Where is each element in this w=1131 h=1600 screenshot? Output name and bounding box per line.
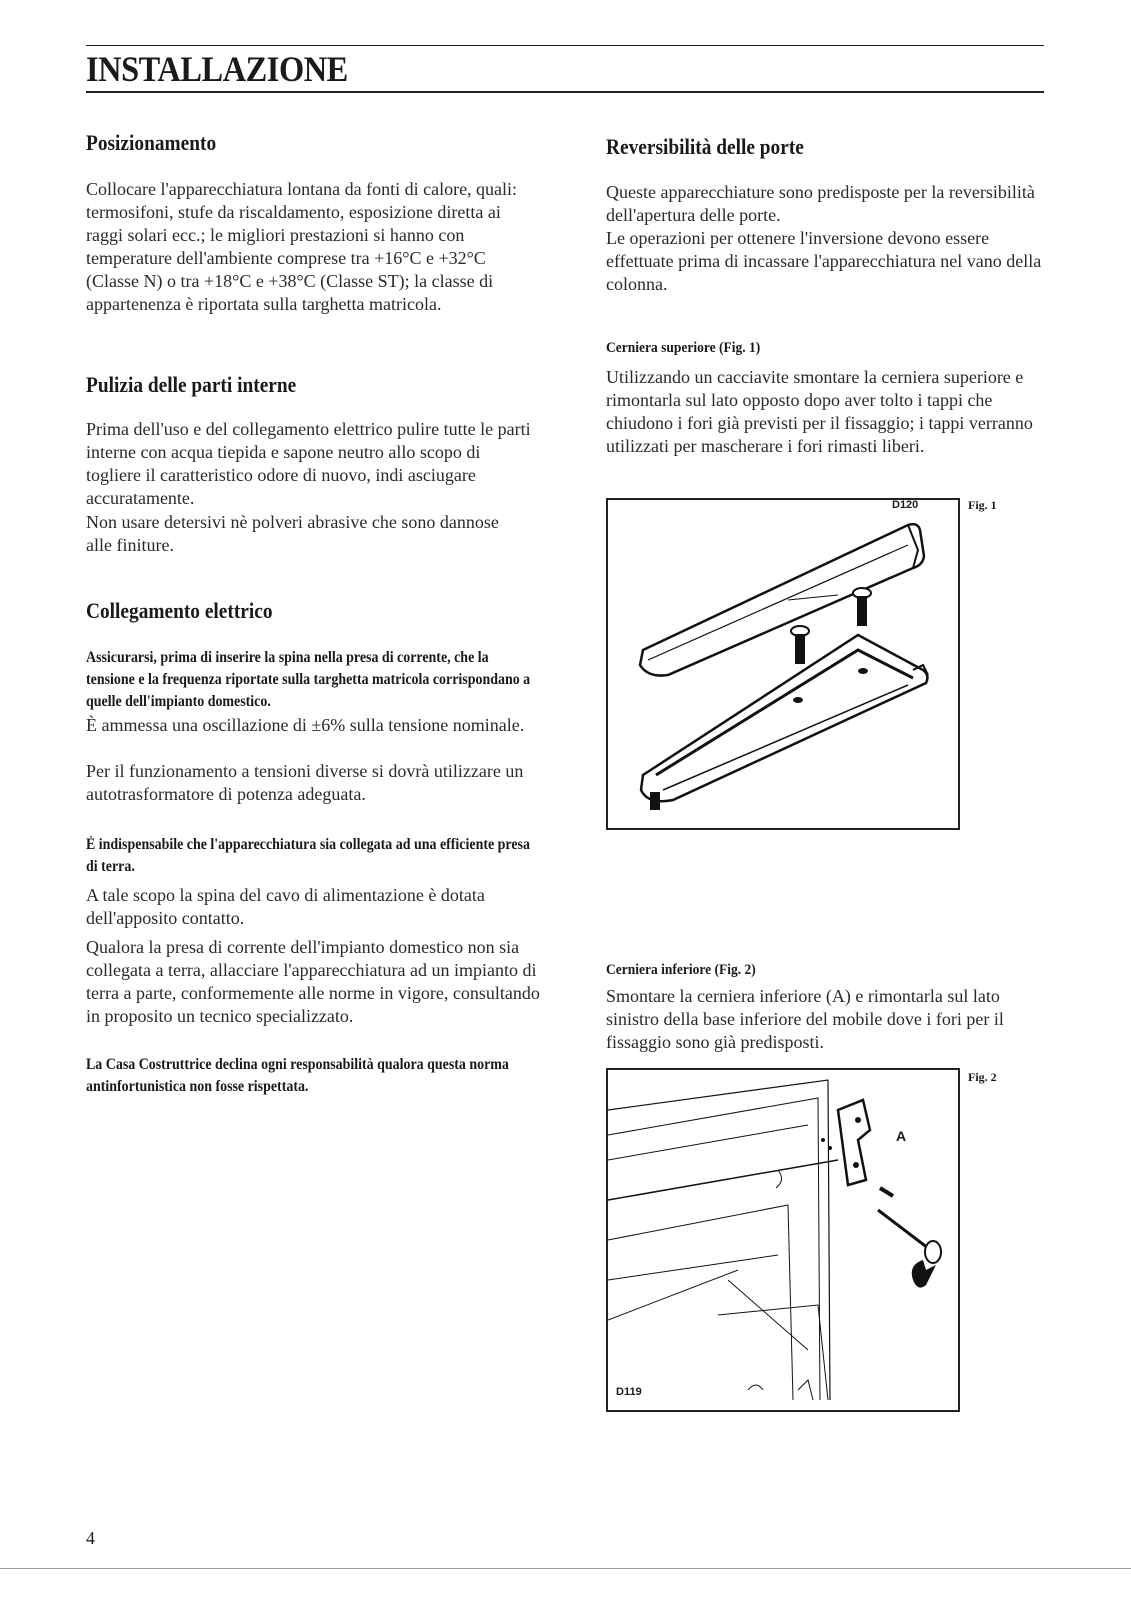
page-number: 4 bbox=[86, 1528, 95, 1548]
text-collegamento-bold-1: Assicurarsi, prima di inserire la spina nella presa di corrente, che la tensione e la frequenza riportate sulla targhetta matricola corrispondano a quelle dell'impianto domestico. bbox=[86, 649, 531, 710]
heading-cerniera-superiore: Cerniera superiore (Fig. 1) bbox=[606, 340, 761, 356]
text-cerniera-inferiore: Smontare la cerniera inferiore (A) e rimontarla sul lato sinistro della base inferiore del mobile dove i fori per il fissaggio sono già predisposti. bbox=[606, 986, 1004, 1052]
fig2-label: Fig. 2 bbox=[968, 1070, 997, 1084]
heading-collegamento: Collegamento elettrico bbox=[86, 598, 273, 623]
top-rule bbox=[86, 45, 1044, 46]
figure-2-box bbox=[606, 1068, 960, 1412]
hinge-bottom-illustration bbox=[608, 1070, 958, 1410]
title-underline bbox=[86, 91, 1044, 93]
fig1-code: D120 bbox=[888, 499, 922, 511]
heading-cerniera-inferiore: Cerniera inferiore (Fig. 2) bbox=[606, 962, 756, 978]
figure-1-box bbox=[606, 498, 960, 830]
text-collegamento-3: A tale scopo la spina del cavo di alimentazione è dotata dell'apposito contatto. bbox=[86, 885, 485, 928]
text-collegamento-4: Qualora la presa di corrente dell'impianto domestico non sia collegata a terra, allacciare l'apparecchiatura ad un impianto di terra a parte, conformemente alle norme in vigore, consultando in proposito un tecnico specializzato. bbox=[86, 937, 540, 1026]
hinge-top-illustration bbox=[608, 500, 958, 828]
text-pulizia-1: Prima dell'uso e del collegamento elettrico pulire tutte le parti interne con acqua tiepida e sapone neutro allo scopo di togliere il caratteristico odore di nuovo, indi asciugare accuratamente. bbox=[86, 419, 531, 508]
fig1-label: Fig. 1 bbox=[968, 498, 997, 512]
text-collegamento-1: È ammessa una oscillazione di ±6% sulla tensione nominale. bbox=[86, 715, 525, 735]
heading-reversibilita: Reversibilità delle porte bbox=[606, 134, 804, 159]
text-cerniera-superiore: Utilizzando un cacciavite smontare la cerniera superiore e rimontarla sul lato opposto dopo aver tolto i tappi che chiudono i fori già previsti per il fissaggio; i tappi verranno utilizzati per mascherare i fori rimasti liberi. bbox=[606, 367, 1033, 456]
heading-posizionamento: Posizionamento bbox=[86, 130, 217, 155]
text-collegamento-2: Per il funzionamento a tensioni diverse si dovrà utilizzare un autotrasformatore di potenza adeguata. bbox=[86, 761, 524, 804]
bottom-rule bbox=[0, 1568, 1131, 1569]
text-pulizia-2: Non usare detersivi nè polveri abrasive che sono dannose alle finiture. bbox=[86, 512, 499, 555]
fig2-callout-a: A bbox=[896, 1128, 907, 1144]
text-collegamento-bold-2: È indispensabile che l'apparecchiatura sia collegata ad una efficiente presa di terra. bbox=[86, 836, 530, 875]
page-title: INSTALLAZIONE bbox=[86, 49, 348, 89]
text-reversibilita-1: Queste apparecchiature sono predisposte per la reversibilità dell'apertura delle porte. bbox=[606, 182, 1035, 225]
text-posizionamento: Collocare l'apparecchiatura lontana da fonti di calore, quali: termosifoni, stufe da riscaldamento, esposizione diretta ai raggi solari ecc.; le migliori prestazioni si hanno con temperature dell'ambiente comprese tra +16°C e +32°C (Classe N) o tra +18°C e +38°C (Classe ST); la classe di appartenenza è riportata sulla targhetta matricola. bbox=[86, 179, 518, 314]
text-reversibilita-2: Le operazioni per ottenere l'inversione devono essere effettuate prima di incassare l'apparecchiatura nel vano della colonna. bbox=[606, 228, 1042, 294]
heading-pulizia: Pulizia delle parti interne bbox=[86, 372, 297, 397]
screw-icon bbox=[853, 588, 871, 625]
fig2-code: D119 bbox=[616, 1386, 642, 1398]
text-collegamento-bold-3: La Casa Costruttrice declina ogni responsabilità qualora questa norma antinfortunistica non fosse rispettata. bbox=[86, 1056, 509, 1095]
